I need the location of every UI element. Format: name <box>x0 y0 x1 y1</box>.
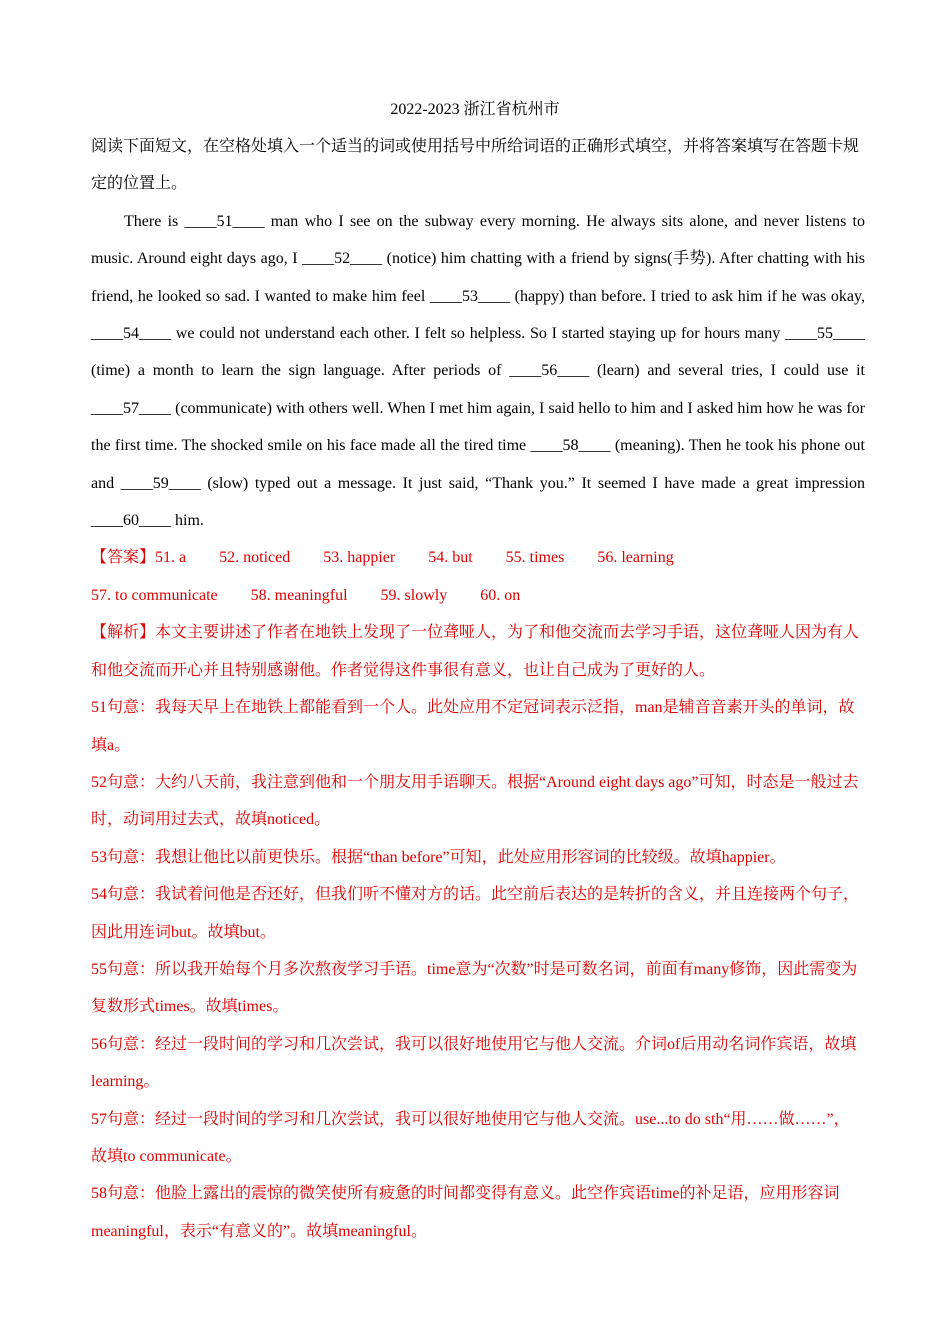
analysis-item: 55句意：所以我开始每个月多次熬夜学习手语。time意为“次数”时是可数名词，前面有many修饰，因此需变为复数形式times。故填times。 <box>91 960 858 1016</box>
passage-text: There is ____51____ man who I see on the subway every morning. He always sits alone, and never listens to music. Around eight days ago, I ____52____ (notice) him chatting with a friend by signs(手势). After chatting with his friend, he looked so sad. I wanted to make him feel ____53____ (happy) than before. I tried to ask him if he was okay, ____54____ we could not understand each other. I felt so helpless. So I started staying up for hours many ____55____ (time) a month to learn the sign language. After periods of ____56____ (learn) and several tries, I could use it ____57____ (communicate) with others well. When I met him again, I said hello to him and I asked him how he was for the first time. The shocked smile on his face made all the tired time ____58____ (meaning). Then he took his phone out and ____59____ (slow) typed out a message. It just said, “Thank you.” It seemed I have made a great impression ____60____ him. <box>91 212 865 530</box>
analysis-item: 52句意：大约八天前，我注意到他和一个朋友用手语聊天。根据“Around eight days ago”可知，时态是一般过去时，动词用过去式，故填noticed。 <box>91 773 859 829</box>
answer-item: 59. slowly <box>380 586 448 604</box>
answer-item: 60. on <box>480 586 521 604</box>
analysis-item: 58句意：他脸上露出的震惊的微笑使所有疲惫的时间都变得有意义。此空作宾语time的补足语，应用形容词meaningful，表示“有意义的”。故填meaningful。 <box>91 1185 840 1240</box>
answer-label: 【答案】 <box>91 549 156 567</box>
analysis-summary <box>91 614 865 689</box>
page-title: 2022-2023 浙江省杭州市 <box>390 101 560 118</box>
answer-row-1 <box>91 539 865 576</box>
answer-item: 52. noticed <box>219 549 291 567</box>
answer-row-2 <box>91 577 865 614</box>
answer-item: 53. happier <box>323 549 396 567</box>
analysis-item: 54句意：我试着问他是否还好，但我们听不懂对方的话。此空前后表达的是转折的含义，并且连接两个句子，因此用连词but。故填but。 <box>91 886 860 941</box>
instruction-text: 阅读下面短文，在空格处填入一个适当的词或使用括号中所给词语的正确形式填空，并将答案填写在答题卡规定的位置上。 <box>91 138 860 193</box>
analysis-item: 57句意：经过一段时间的学习和几次尝试，我可以很好地使用它与他人交流。use...to do sth“用……做……”，故填to communicate。 <box>91 1110 850 1165</box>
answer-item: 58. meaningful <box>250 586 348 604</box>
answer-item: 55. times <box>505 549 565 567</box>
analysis-item: 51句意：我每天早上在地铁上都能看到一个人。此处应用不定冠词表示泛指，man是辅音音素开头的单词，故填a。 <box>91 699 855 754</box>
analysis-label: 【解析】 <box>91 624 156 642</box>
answer-item: 57. to communicate <box>91 586 218 604</box>
document-body <box>91 128 865 1250</box>
analysis-item: 53句意：我想让他比以前更快乐。根据“than before”可知，此处应用形容词的比较级。故填happier。 <box>91 848 786 866</box>
analysis-item: 56句意：经过一段时间的学习和几次尝试，我可以很好地使用它与他人交流。介词of后用动名词作宾语，故填learning。 <box>91 1035 857 1091</box>
analysis-summary-text: 本文主要讲述了作者在地铁上发现了一位聋哑人，为了和他交流而去学习手语，这位聋哑人因为有人和他交流而开心并且特别感谢他。作者觉得这件事很有意义，也让自己成为了更好的人。 <box>91 624 860 679</box>
answer-item: 51. a <box>155 549 187 567</box>
answer-item: 54. but <box>428 549 473 567</box>
answer-item: 56. learning <box>597 549 674 567</box>
